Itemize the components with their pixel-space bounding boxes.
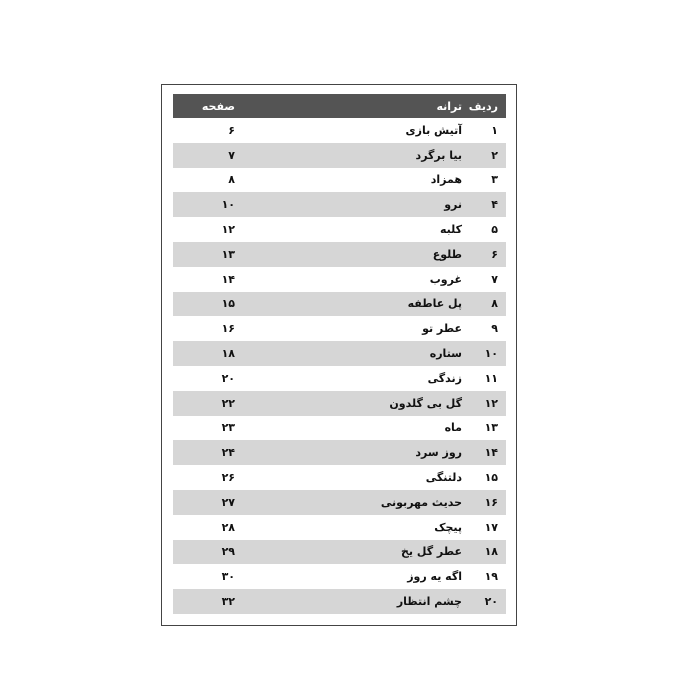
page-number: ۱۳ [221,247,235,261]
page-number: ۲۰ [221,371,235,385]
row-number: ۱ [491,123,498,137]
song-title: آتیش بازی [405,123,462,137]
header-song-title: ترانه [436,99,462,113]
page-number: ۲۳ [221,421,235,435]
row-number: ۱۳ [484,421,498,435]
table-row [173,465,506,490]
row-number: ۱۱ [484,371,498,385]
row-number: ۷ [491,272,498,286]
row-number: ۱۲ [484,396,498,410]
row-number: ۱۴ [484,446,498,460]
song-title: پل عاطفه [407,297,462,311]
song-title: بیا برگرد [415,148,462,162]
page-number: ۱۶ [221,322,235,336]
song-title: گل بی گلدون [389,396,462,410]
page-number: ۲۷ [221,495,235,509]
row-number: ۱۷ [484,520,498,534]
song-title: پیچک [434,520,462,534]
song-title: اگه یه روز [407,570,462,584]
table-row [173,416,506,441]
table-row [173,267,506,292]
page-number: ۲۴ [221,446,235,460]
table-row [173,242,506,267]
song-title: عطر گل یخ [400,545,462,559]
row-number: ۱۵ [484,471,498,485]
row-number: ۴ [491,198,498,212]
page-number: ۲۶ [221,471,235,485]
table-header [173,94,506,118]
table-row [173,143,506,168]
page-number: ۲۲ [221,396,235,410]
row-number: ۲۰ [484,595,498,609]
header-row-number: ردیف [468,99,498,113]
table-row [173,391,506,416]
table-row [173,515,506,540]
table-row [173,292,506,317]
page-number: ۶ [228,123,235,137]
song-title: غروب [429,272,462,286]
table-row [173,168,506,193]
table-row [173,341,506,366]
row-number: ۸ [491,297,498,311]
song-title: ماه [444,421,462,435]
header-page-number: صفحه [201,99,235,113]
page-number: ۳۲ [221,595,235,609]
contents-table [173,94,506,614]
page-number: ۲۹ [221,545,235,559]
row-number: ۶ [491,247,498,261]
table-of-contents-page [161,84,517,626]
row-number: ۱۹ [484,570,498,584]
table-row [173,440,506,465]
table-row [173,118,506,143]
page-number: ۱۴ [221,272,235,286]
page-number: ۱۲ [221,223,235,237]
song-title: دلتنگی [425,471,462,485]
page-number: ۸ [228,173,235,187]
table-row [173,564,506,589]
table-row [173,217,506,242]
table-row [173,316,506,341]
page-number: ۲۸ [221,520,235,534]
page-number: ۱۵ [221,297,235,311]
song-title: طلوع [432,247,462,261]
song-title: نرو [444,198,462,212]
row-number: ۵ [491,223,498,237]
row-number: ۱۰ [484,347,498,361]
song-title: عطر تو [422,322,462,336]
table-row [173,589,506,614]
song-title: کلبه [439,223,462,237]
row-number: ۱۶ [484,495,498,509]
row-number: ۳ [491,173,498,187]
table-row [173,490,506,515]
table-row [173,540,506,565]
row-number: ۹ [491,322,498,336]
song-title: چشم انتظار [396,595,462,609]
row-number: ۱۸ [484,545,498,559]
page-number: ۱۰ [221,198,235,212]
page-number: ۳۰ [221,570,235,584]
table-body [173,118,506,614]
song-title: همزاد [430,173,462,187]
table-row [173,366,506,391]
page-number: ۷ [228,148,235,162]
page-number: ۱۸ [221,347,235,361]
song-title: روز سرد [415,446,462,460]
row-number: ۲ [491,148,498,162]
song-title: حدیث مهربونی [380,495,462,509]
table-row [173,192,506,217]
song-title: ستاره [429,347,462,361]
song-title: زندگی [427,371,462,385]
